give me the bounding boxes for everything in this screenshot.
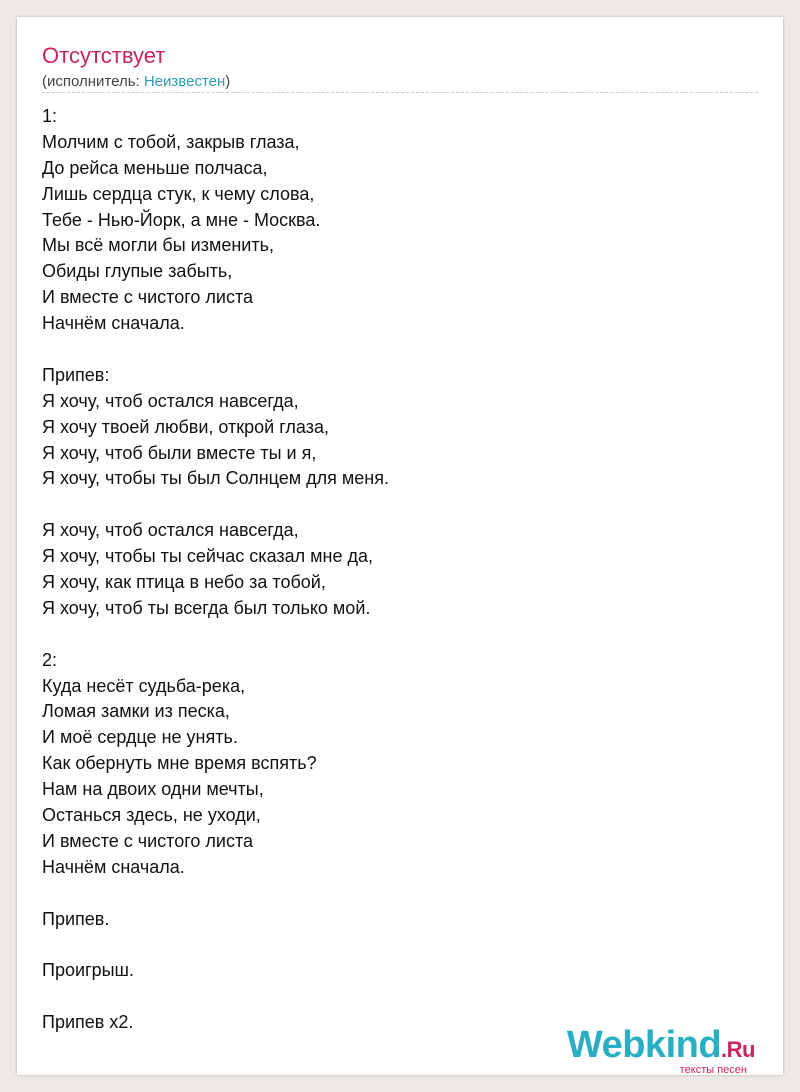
lyric-line: Припев х2. (42, 1012, 134, 1033)
artist-line (42, 72, 230, 92)
lyrics-card (17, 17, 783, 1075)
lyric-line: И моё сердце не унять. (42, 727, 238, 748)
lyric-line: Я хочу, чтоб остался навсегда, (42, 390, 299, 411)
lyric-line: 2: (42, 649, 58, 670)
artist-link[interactable]: Неизвестен (143, 73, 226, 90)
lyric-line: И вместе с чистого листа (42, 830, 254, 851)
song-title: Отсутствует (42, 43, 166, 68)
lyrics-text (42, 104, 742, 1036)
lyric-line: Начнём сначала. (42, 856, 185, 877)
lyric-line (42, 984, 742, 1010)
lyric-line: Я хочу, чтобы ты сейчас сказал мне да, (42, 546, 373, 567)
lyric-line: Припев: (42, 364, 110, 385)
lyric-line: Я хочу твоей любви, открой глаза, (42, 416, 329, 437)
lyric-line (42, 337, 742, 363)
lyric-line: Куда несёт судьба-река, (42, 675, 246, 696)
lyric-line: 1: (42, 106, 58, 126)
lyric-line (42, 622, 742, 648)
lyric-line: Молчим с тобой, закрыв глаза, (42, 131, 300, 152)
lyric-line: Я хочу, чтоб остался навсегда, (42, 520, 299, 541)
logo-tagline: тексты песен (679, 1064, 747, 1076)
lyric-line: Обиды глупые забыть, (42, 261, 233, 282)
lyric-line (42, 492, 742, 518)
lyric-line: Лишь сердца стук, к чему слова, (42, 183, 315, 204)
lyric-line: И вместе с чистого листа (42, 287, 254, 308)
lyric-line: Как обернуть мне время вспять? (42, 753, 317, 774)
lyric-line: Тебе - Нью-Йорк, а мне - Москва. (42, 209, 321, 230)
lyric-line: Я хочу, чтоб ты всегда был только мой. (42, 597, 371, 618)
lyric-line: Ломая замки из песка, (42, 701, 230, 722)
lyric-line (42, 933, 742, 959)
lyric-line: Припев. (42, 908, 110, 929)
artist-suffix: ) (225, 73, 231, 90)
lyric-line: Проигрыш. (42, 960, 134, 981)
lyric-line: До рейса меньше полчаса, (42, 157, 268, 178)
lyric-line: Нам на двоих одни мечты, (42, 779, 264, 800)
lyric-line: Останься здесь, не уходи, (42, 805, 261, 826)
lyric-line: Я хочу, чтобы ты был Солнцем для меня. (42, 468, 389, 489)
logo-name: Webkind (566, 1024, 722, 1066)
lyric-line (42, 881, 742, 907)
logo-domain: .Ru (721, 1037, 755, 1062)
lyric-line: Я хочу, как птица в небо за тобой, (42, 572, 326, 593)
lyric-line: Я хочу, чтоб были вместе ты и я, (42, 442, 317, 463)
artist-prefix: (исполнитель: (42, 73, 144, 90)
lyric-line: Начнём сначала. (42, 313, 185, 334)
dashed-divider (42, 92, 758, 93)
lyric-line: Мы всё могли бы изменить, (42, 235, 274, 256)
